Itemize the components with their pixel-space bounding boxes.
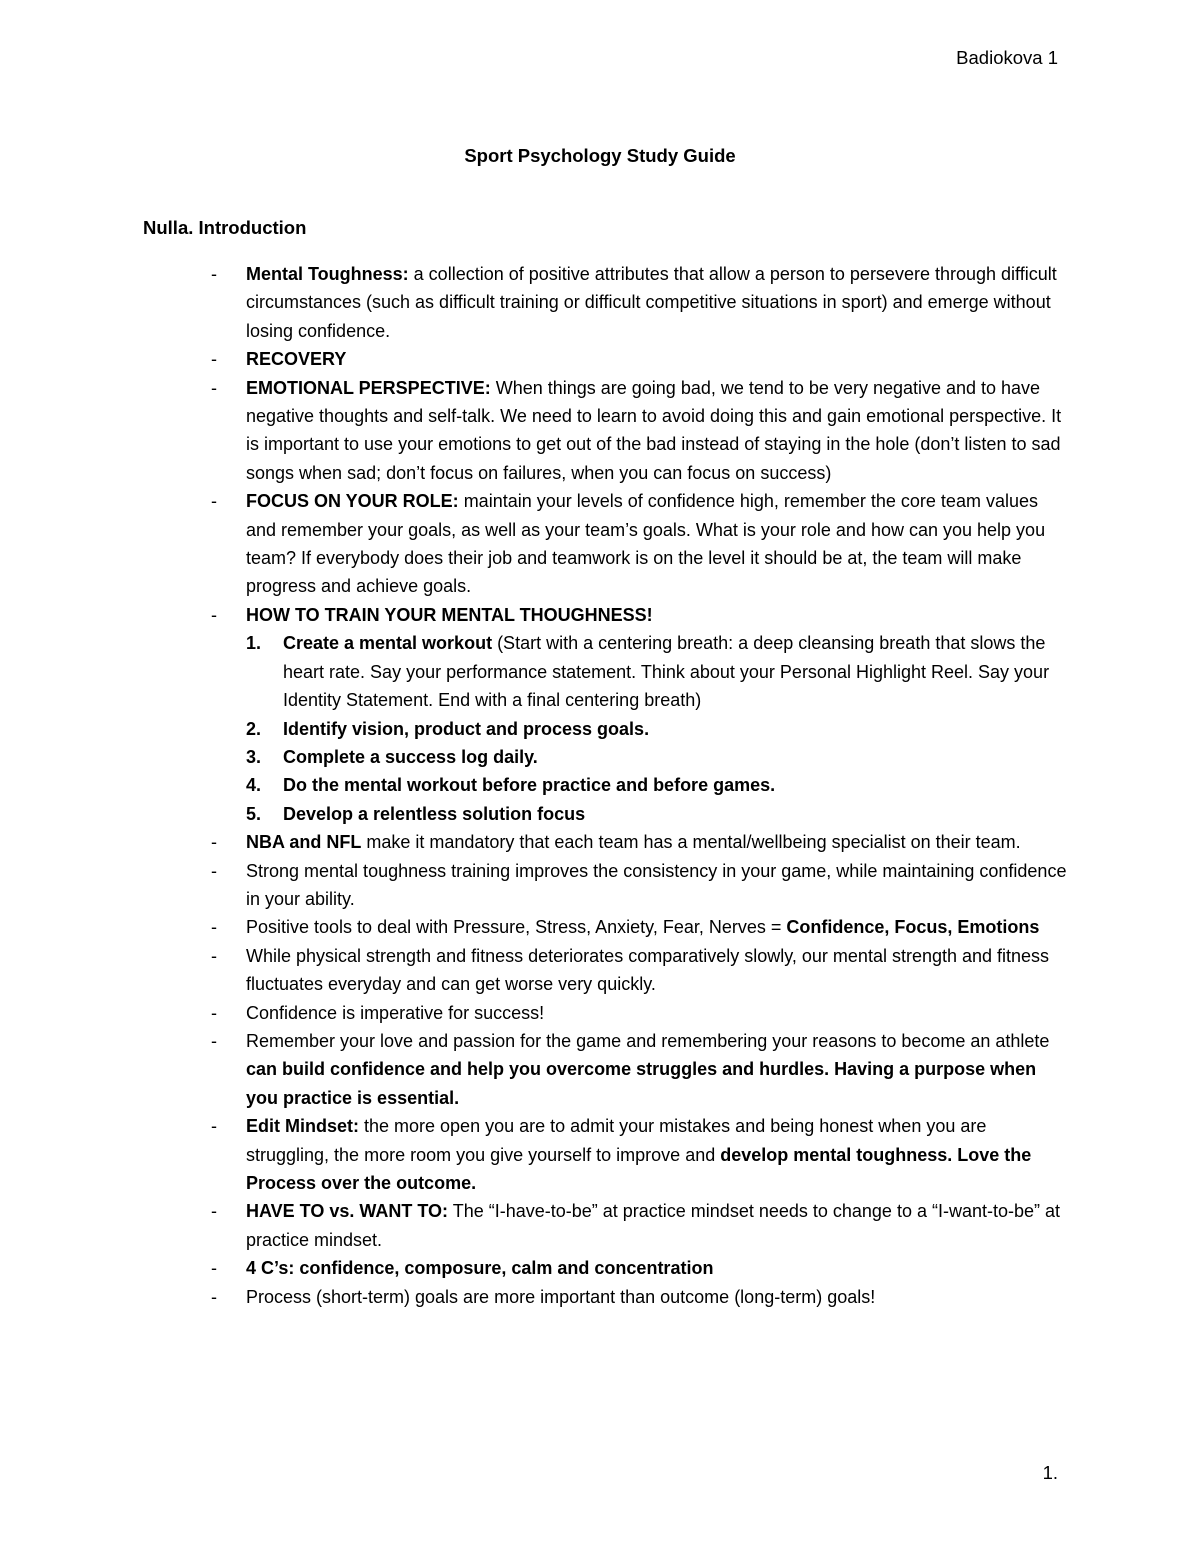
page-number: 1.: [1042, 1462, 1058, 1483]
running-head: Badiokova 1: [956, 47, 1058, 68]
bullet-marker: -: [211, 917, 217, 938]
step-item: [0, 715, 1200, 743]
list-item: [0, 487, 1200, 601]
item-text: When things are going bad, we tend to be very negative and to have negative thoughts and self-talk. We need to learn to avoid doing this and gain emotional perspective. It is important to use your emotions to get out of the bad instead of staying in the hole (don’t listen to sad songs when sad; don’t focus on failures, when you can focus on success): [246, 377, 1062, 483]
item-tail-bold: can build confidence and help you overcome struggles and hurdles. Having a purpose when you practice is essential.: [246, 1059, 1037, 1108]
bullet-marker: -: [211, 264, 217, 284]
step-number: 4.: [246, 775, 262, 796]
list-item: [0, 828, 1200, 856]
item-text: a collection of positive attributes that allow a person to persevere through difficult circumstances (such as difficult training or difficult competitive situations in sport) and emerge without losing confidence.: [246, 264, 1057, 341]
item-term: RECOVERY: [246, 349, 347, 370]
step-number: 3.: [246, 746, 262, 767]
steps-list: [0, 629, 1200, 828]
step-bold: Develop a relentless solution focus: [283, 803, 586, 824]
step-bold: Identify vision, product and process goals.: [283, 718, 650, 739]
step-bold: Complete a success log daily.: [283, 746, 538, 767]
item-term: NBA and NFL: [246, 832, 362, 853]
bullet-list: [0, 260, 1200, 1311]
list-item: [0, 857, 1200, 914]
bullet-marker: -: [211, 1286, 217, 1307]
item-text: Positive tools to deal with Pressure, Stress, Anxiety, Fear, Nerves =: [246, 917, 787, 938]
item-text: Process (short-term) goals are more important than outcome (long-term) goals!: [246, 1286, 876, 1307]
list-item: [0, 1197, 1200, 1254]
item-text: The “I-have-to-be” at practice mindset needs to change to a “I-want-to-be” at practice mindset.: [246, 1201, 1061, 1250]
list-item: [0, 1254, 1200, 1282]
bullet-marker: -: [211, 945, 217, 966]
bullet-marker: -: [211, 1030, 217, 1051]
item-term: HOW TO TRAIN YOUR MENTAL THOUGHNESS!: [246, 604, 653, 625]
step-item: [0, 629, 1200, 714]
step-item: [0, 800, 1200, 828]
item-text: maintain your levels of confidence high, remember the core team values and remember your goals, as well as your team’s goals. What is your role and how can you help you team? If everybody does their job and teamwork is on the level it should be at, the team will make progress and achieve goals.: [246, 491, 1046, 597]
item-tail-bold: develop mental toughness. Love the Process over the outcome.: [246, 1144, 1032, 1193]
list-item: [0, 345, 1200, 373]
item-text: make it mandatory that each team has a mental/wellbeing specialist on their team.: [361, 832, 1021, 853]
step-bold: Create a mental workout: [283, 633, 493, 654]
bullet-marker: -: [211, 349, 217, 370]
item-term: Edit Mindset:: [246, 1116, 359, 1137]
item-term: 4 C’s: confidence, composure, calm and concentration: [246, 1258, 714, 1279]
list-item: [0, 374, 1200, 488]
list-item: [0, 260, 1200, 345]
list-item: [0, 999, 1200, 1027]
item-term: HAVE TO vs. WANT TO:: [246, 1201, 449, 1222]
item-term: EMOTIONAL PERSPECTIVE:: [246, 377, 491, 398]
bullet-marker: -: [211, 832, 217, 853]
bullet-marker: -: [211, 604, 217, 625]
step-bold: Do the mental workout before practice and before games.: [283, 775, 776, 796]
item-tail-bold: Confidence, Focus, Emotions: [786, 917, 1040, 938]
bullet-marker: -: [211, 1002, 217, 1023]
bullet-marker: -: [211, 1201, 217, 1222]
numbered-steps: [0, 629, 1200, 828]
step-item: [0, 743, 1200, 771]
item-text: the more open you are to admit your mistakes and being honest when you are struggling, the more room you give yourself to improve and: [246, 1116, 987, 1165]
list-item: [0, 942, 1200, 999]
list-item: [0, 1027, 1200, 1112]
item-text: Strong mental toughness training improves the consistency in your game, while maintaining confidence in your ability.: [246, 860, 1067, 909]
list-item: [0, 913, 1200, 941]
bullet-marker: -: [211, 1116, 217, 1137]
section-heading: Nulla. Introduction: [143, 217, 307, 238]
item-term: FOCUS ON YOUR ROLE:: [246, 491, 459, 512]
page-title: Sport Psychology Study Guide: [464, 145, 736, 166]
list-item: [0, 1283, 1200, 1311]
list-item: [0, 1112, 1200, 1197]
item-text: Confidence is imperative for success!: [246, 1002, 545, 1023]
step-item: [0, 771, 1200, 799]
bullet-marker: -: [211, 860, 217, 881]
step-number: 1.: [246, 633, 262, 654]
bullet-marker: -: [211, 377, 217, 398]
step-text: (Start with a centering breath: a deep cleansing breath that slows the heart rate. Say your performance statement. Think about your Personal Highlight Reel. Say your Identity Statement. End with a final centering breath): [283, 633, 1050, 711]
step-number: 5.: [246, 803, 262, 824]
item-text: While physical strength and fitness deteriorates comparatively slowly, our mental strength and fitness fluctuates everyday and can get worse very quickly.: [246, 945, 1050, 995]
bullet-marker: -: [211, 1258, 217, 1279]
list-item: [0, 601, 1200, 629]
item-term: Mental Toughness:: [246, 264, 409, 284]
step-number: 2.: [246, 718, 262, 739]
bullet-marker: -: [211, 491, 217, 512]
item-text: Remember your love and passion for the game and remembering your reasons to become an athlete: [246, 1030, 1050, 1051]
